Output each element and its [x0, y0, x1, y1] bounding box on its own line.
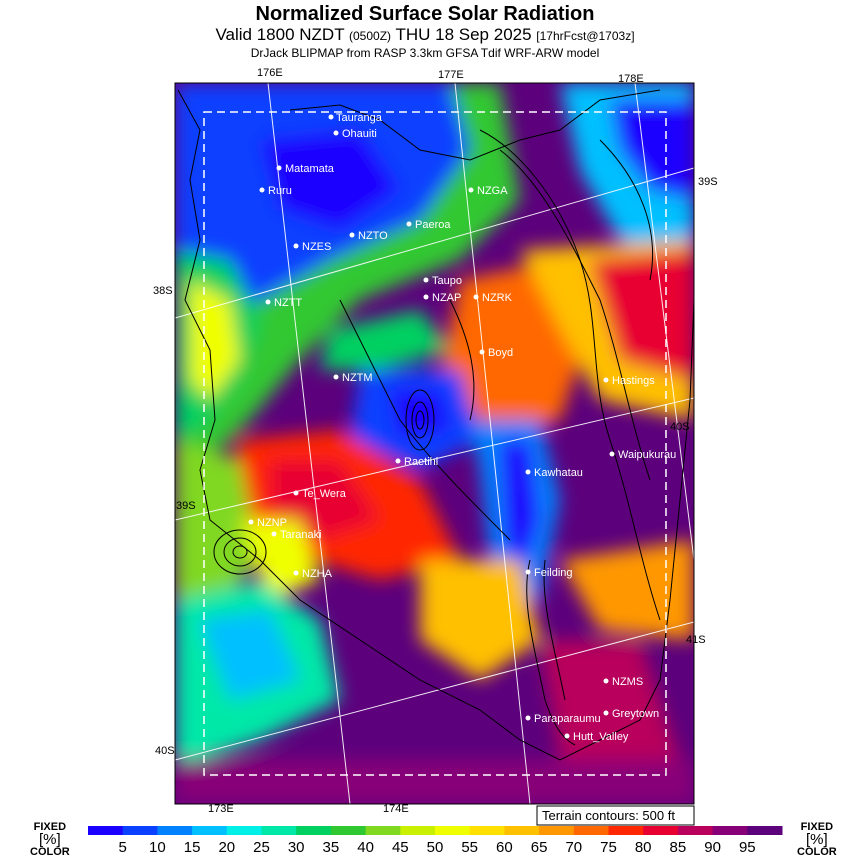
- colorbar-swatch: [227, 826, 262, 835]
- svg-text:NZTT: NZTT: [274, 297, 303, 309]
- svg-text:Paraparaumu: Paraparaumu: [534, 713, 601, 725]
- colorbar-swatch: [609, 826, 644, 835]
- colorbar-swatch: [470, 826, 505, 835]
- svg-text:Terrain contours: 500 ft: Terrain contours: 500 ft: [542, 808, 675, 823]
- svg-text:NZRK: NZRK: [482, 292, 512, 304]
- grid-label-39s-left: 39S: [176, 500, 196, 512]
- colorbar-swatch: [88, 826, 123, 835]
- colorbar-tick-label: 10: [149, 839, 166, 856]
- grid-label-178e: 178E: [618, 73, 644, 85]
- grid-label-41s: 41S: [686, 634, 706, 646]
- svg-text:Kawhatau: Kawhatau: [534, 467, 583, 479]
- colorbar-tick-label: 55: [461, 839, 479, 856]
- place-te-wera[interactable]: [294, 488, 347, 500]
- svg-text:Paeroa: Paeroa: [415, 219, 451, 231]
- svg-text:Tauranga: Tauranga: [336, 112, 382, 124]
- colorbar-swatch: [643, 826, 678, 835]
- colorbar-tick-label: 80: [634, 839, 652, 856]
- svg-text:NZTM: NZTM: [342, 372, 373, 384]
- svg-text:Ruru: Ruru: [268, 185, 292, 197]
- colorbar-swatch: [747, 826, 782, 835]
- colorbar-tick-label: 70: [565, 839, 583, 856]
- colorbar-swatch: [574, 826, 609, 835]
- place-paraparaumu[interactable]: [526, 713, 601, 725]
- grid-label-40s-left: 40S: [155, 745, 175, 757]
- colorbar-swatch: [192, 826, 227, 835]
- colorbar-tick-label: 95: [738, 839, 756, 856]
- colorbar-tick-label: 60: [496, 839, 513, 856]
- colorbar-tick-label: 85: [669, 839, 687, 856]
- colorbar-swatch: [296, 826, 331, 835]
- svg-text:Taupo: Taupo: [432, 275, 462, 287]
- colorbar-tick-label: 40: [357, 839, 374, 856]
- svg-text:NZES: NZES: [302, 241, 332, 253]
- place-kawhatau[interactable]: [526, 467, 583, 479]
- svg-text:Greytown: Greytown: [612, 708, 660, 720]
- solar-radiation-field: [175, 83, 694, 804]
- grid-label-177e: 177E: [438, 69, 464, 81]
- valid-utc: (0500Z): [349, 29, 392, 43]
- grid-label-40s-right: 40S: [670, 421, 690, 433]
- colorbar-swatch: [713, 826, 748, 835]
- model-subtitle: DrJack BLIPMAP from RASP 3.3km GFSA Tdif WRF-ARW model: [250, 46, 600, 60]
- valid-main: Valid 1800 NZDT: [215, 25, 345, 44]
- svg-text:NZNP: NZNP: [257, 517, 287, 529]
- place-waipukurau[interactable]: [610, 449, 677, 461]
- svg-text:Hutt_Valley: Hutt_Valley: [573, 731, 629, 743]
- grid-label-38s: 38S: [153, 285, 173, 297]
- svg-text:Raetihi: Raetihi: [404, 456, 439, 468]
- colorbar-tick-label: 90: [704, 839, 721, 856]
- colorbar-swatch: [504, 826, 539, 835]
- colorbar-swatch: [157, 826, 192, 835]
- svg-text:NZTO: NZTO: [358, 230, 388, 242]
- svg-text:Waipukurau: Waipukurau: [618, 449, 677, 461]
- grid-label-173e: 173E: [208, 803, 234, 815]
- colorbar-swatch: [262, 826, 297, 835]
- colorbar-tick-label: 45: [391, 839, 409, 856]
- svg-text:Feilding: Feilding: [534, 567, 573, 579]
- svg-text:NZAP: NZAP: [432, 292, 462, 304]
- colorbar-tick-label: 20: [218, 839, 236, 856]
- svg-text:Matamata: Matamata: [285, 163, 334, 175]
- colorbar-tick-label: 5: [118, 839, 127, 856]
- colorbar: [88, 826, 783, 856]
- colorbar-tick-label: 75: [600, 839, 617, 856]
- svg-text:Hastings: Hastings: [612, 375, 655, 387]
- colorbar-tick-label: 15: [183, 839, 201, 856]
- place-hastings[interactable]: [604, 375, 656, 387]
- colorbar-tick-label: 35: [322, 839, 340, 856]
- forecast-info: [17hrFcst@1703z]: [536, 29, 635, 43]
- colorbar-tick-label: 25: [253, 839, 270, 856]
- place-matamata[interactable]: [277, 163, 335, 175]
- valid-date: THU 18 Sep 2025: [395, 25, 532, 44]
- colorbar-swatch: [678, 826, 713, 835]
- terrain-note: [537, 806, 694, 825]
- colorbar-swatch: [539, 826, 574, 835]
- grid-label-174e: 174E: [383, 803, 409, 815]
- colorbar-left-label: FIXED [%] COLOR: [30, 821, 70, 858]
- grid-label-176e: 176E: [257, 67, 283, 79]
- grid-label-39s-right: 39S: [698, 176, 718, 188]
- colorbar-tick-label: 50: [426, 839, 444, 856]
- place-hutt-valley[interactable]: [565, 731, 629, 743]
- svg-text:Boyd: Boyd: [488, 347, 514, 359]
- colorbar-tick-label: 65: [530, 839, 548, 856]
- colorbar-swatch: [435, 826, 470, 835]
- colorbar-swatch: [331, 826, 366, 835]
- svg-text:Te_Wera: Te_Wera: [302, 488, 346, 500]
- svg-text:NZMS: NZMS: [612, 676, 644, 688]
- svg-text:Taranaki: Taranaki: [280, 529, 322, 541]
- colorbar-right-label: FIXED [%] COLOR: [797, 821, 837, 858]
- colorbar-swatch: [123, 826, 158, 835]
- colorbar-swatch: [400, 826, 435, 835]
- map-title: Normalized Surface Solar Radiation: [255, 3, 595, 25]
- place-tauranga[interactable]: [329, 112, 383, 124]
- colorbar-swatch: [366, 826, 401, 835]
- svg-text:Ohauiti: Ohauiti: [342, 128, 377, 140]
- svg-text:NZGA: NZGA: [477, 185, 508, 197]
- place-greytown[interactable]: [604, 708, 660, 720]
- colorbar-tick-label: 30: [287, 839, 305, 856]
- svg-text:NZHA: NZHA: [302, 568, 332, 580]
